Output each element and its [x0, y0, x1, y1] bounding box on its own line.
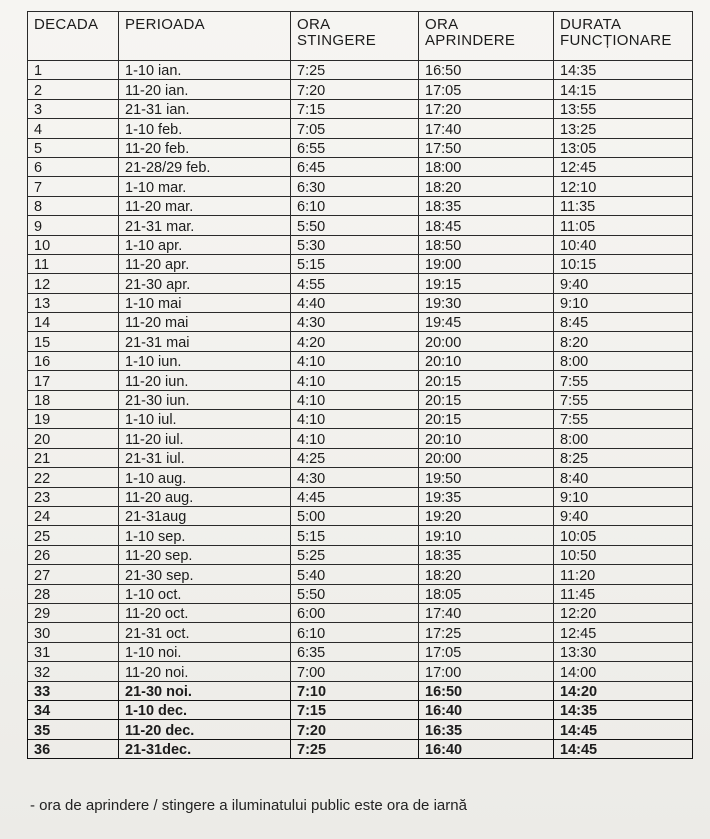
cell-ora-aprindere: 16:50 [419, 681, 554, 700]
table-row [28, 235, 693, 254]
table-row [28, 681, 693, 700]
cell-perioada: 1-10 iul. [119, 410, 291, 429]
cell-durata: 13:55 [554, 99, 693, 118]
cell-ora-stingere: 7:20 [291, 80, 419, 99]
cell-ora-stingere: 7:25 [291, 61, 419, 80]
table-row [28, 371, 693, 390]
cell-perioada: 11-20 oct. [119, 603, 291, 622]
cell-durata: 14:45 [554, 739, 693, 758]
cell-durata: 14:45 [554, 720, 693, 739]
cell-durata: 11:45 [554, 584, 693, 603]
cell-perioada: 21-31aug [119, 506, 291, 525]
cell-ora-aprindere: 18:20 [419, 177, 554, 196]
cell-ora-stingere: 5:50 [291, 216, 419, 235]
table-row [28, 254, 693, 273]
table-row [28, 138, 693, 157]
cell-ora-stingere: 5:15 [291, 526, 419, 545]
cell-durata: 14:35 [554, 61, 693, 80]
cell-durata: 8:20 [554, 332, 693, 351]
cell-durata: 10:05 [554, 526, 693, 545]
header-line: APRINDERE [425, 32, 516, 49]
cell-decada: 33 [28, 681, 119, 700]
cell-ora-stingere: 5:30 [291, 235, 419, 254]
cell-decada: 6 [28, 157, 119, 176]
header-line: DURATA [560, 16, 622, 33]
cell-decada: 13 [28, 293, 119, 312]
table-row [28, 506, 693, 525]
cell-ora-stingere: 6:45 [291, 157, 419, 176]
cell-durata: 14:00 [554, 662, 693, 681]
cell-perioada: 11-20 iun. [119, 371, 291, 390]
cell-perioada: 11-20 mar. [119, 196, 291, 215]
header-line: ORA [425, 16, 459, 33]
cell-ora-stingere: 7:20 [291, 720, 419, 739]
cell-durata: 8:25 [554, 448, 693, 467]
header-line: FUNCȚIONARE [560, 32, 672, 49]
header-line: PERIOADA [125, 16, 205, 33]
table-header [28, 12, 693, 61]
cell-durata: 10:40 [554, 235, 693, 254]
cell-ora-aprindere: 19:15 [419, 274, 554, 293]
header-row [28, 12, 693, 61]
table-row [28, 390, 693, 409]
header-line: ORA [297, 16, 331, 33]
cell-perioada: 21-30 iun. [119, 390, 291, 409]
cell-ora-stingere: 4:55 [291, 274, 419, 293]
cell-perioada: 1-10 aug. [119, 468, 291, 487]
cell-ora-aprindere: 19:30 [419, 293, 554, 312]
cell-perioada: 21-28/29 feb. [119, 157, 291, 176]
table-row [28, 700, 693, 719]
cell-decada: 34 [28, 700, 119, 719]
header-ora-stingere [291, 12, 419, 61]
cell-perioada: 21-30 sep. [119, 565, 291, 584]
cell-durata: 14:20 [554, 681, 693, 700]
footnote: - ora de aprindere / stingere a iluminatului public este ora de iarnă [30, 797, 467, 814]
cell-ora-aprindere: 17:40 [419, 119, 554, 138]
table-row [28, 429, 693, 448]
cell-ora-aprindere: 19:20 [419, 506, 554, 525]
cell-ora-aprindere: 17:05 [419, 80, 554, 99]
cell-durata: 10:15 [554, 254, 693, 273]
table-row [28, 177, 693, 196]
cell-ora-stingere: 6:35 [291, 642, 419, 661]
cell-ora-stingere: 6:55 [291, 138, 419, 157]
cell-perioada: 1-10 iun. [119, 351, 291, 370]
cell-decada: 29 [28, 603, 119, 622]
table-row [28, 157, 693, 176]
cell-decada: 10 [28, 235, 119, 254]
cell-durata: 11:05 [554, 216, 693, 235]
cell-decada: 16 [28, 351, 119, 370]
table-row [28, 642, 693, 661]
cell-ora-aprindere: 16:35 [419, 720, 554, 739]
cell-perioada: 11-20 iul. [119, 429, 291, 448]
header-perioada [119, 12, 291, 61]
cell-ora-aprindere: 20:10 [419, 429, 554, 448]
table-body [28, 61, 693, 759]
cell-ora-aprindere: 20:10 [419, 351, 554, 370]
cell-ora-stingere: 5:00 [291, 506, 419, 525]
cell-ora-aprindere: 19:50 [419, 468, 554, 487]
cell-perioada: 1-10 ian. [119, 61, 291, 80]
table-row [28, 332, 693, 351]
header-ora-aprindere [419, 12, 554, 61]
cell-perioada: 21-31 mar. [119, 216, 291, 235]
cell-perioada: 11-20 ian. [119, 80, 291, 99]
cell-ora-aprindere: 18:50 [419, 235, 554, 254]
cell-ora-stingere: 4:10 [291, 371, 419, 390]
header-durata-functionare [554, 12, 693, 61]
cell-ora-aprindere: 18:20 [419, 565, 554, 584]
cell-ora-stingere: 7:00 [291, 662, 419, 681]
cell-decada: 24 [28, 506, 119, 525]
cell-decada: 25 [28, 526, 119, 545]
cell-decada: 23 [28, 487, 119, 506]
cell-durata: 8:00 [554, 429, 693, 448]
cell-durata: 14:35 [554, 700, 693, 719]
cell-decada: 28 [28, 584, 119, 603]
cell-decada: 4 [28, 119, 119, 138]
cell-ora-stingere: 4:40 [291, 293, 419, 312]
cell-durata: 13:30 [554, 642, 693, 661]
cell-decada: 20 [28, 429, 119, 448]
cell-decada: 19 [28, 410, 119, 429]
table-row [28, 526, 693, 545]
table-row [28, 584, 693, 603]
lighting-schedule-table [27, 11, 693, 759]
cell-decada: 26 [28, 545, 119, 564]
cell-ora-aprindere: 17:05 [419, 642, 554, 661]
cell-ora-aprindere: 20:00 [419, 448, 554, 467]
table-row [28, 662, 693, 681]
cell-perioada: 11-20 sep. [119, 545, 291, 564]
cell-durata: 13:05 [554, 138, 693, 157]
cell-decada: 18 [28, 390, 119, 409]
cell-ora-aprindere: 16:40 [419, 739, 554, 758]
cell-ora-aprindere: 17:50 [419, 138, 554, 157]
table-row [28, 448, 693, 467]
cell-ora-aprindere: 18:35 [419, 545, 554, 564]
cell-durata: 7:55 [554, 410, 693, 429]
table-row [28, 216, 693, 235]
cell-durata: 11:35 [554, 196, 693, 215]
cell-decada: 15 [28, 332, 119, 351]
cell-ora-aprindere: 16:50 [419, 61, 554, 80]
cell-decada: 3 [28, 99, 119, 118]
cell-ora-stingere: 6:30 [291, 177, 419, 196]
cell-ora-aprindere: 18:45 [419, 216, 554, 235]
header-decada [28, 12, 119, 61]
cell-decada: 5 [28, 138, 119, 157]
cell-ora-stingere: 4:20 [291, 332, 419, 351]
cell-ora-stingere: 4:25 [291, 448, 419, 467]
cell-perioada: 1-10 oct. [119, 584, 291, 603]
cell-durata: 12:10 [554, 177, 693, 196]
cell-ora-aprindere: 17:40 [419, 603, 554, 622]
cell-ora-stingere: 4:10 [291, 351, 419, 370]
cell-ora-stingere: 4:30 [291, 313, 419, 332]
cell-decada: 35 [28, 720, 119, 739]
cell-ora-stingere: 6:10 [291, 196, 419, 215]
cell-durata: 8:40 [554, 468, 693, 487]
cell-perioada: 11-20 mai [119, 313, 291, 332]
table-row [28, 720, 693, 739]
cell-perioada: 21-31 ian. [119, 99, 291, 118]
cell-decada: 8 [28, 196, 119, 215]
table-row [28, 623, 693, 642]
cell-ora-stingere: 4:10 [291, 390, 419, 409]
cell-ora-aprindere: 18:00 [419, 157, 554, 176]
cell-durata: 12:20 [554, 603, 693, 622]
table-row [28, 61, 693, 80]
cell-ora-stingere: 6:00 [291, 603, 419, 622]
cell-ora-stingere: 5:15 [291, 254, 419, 273]
cell-decada: 14 [28, 313, 119, 332]
cell-ora-stingere: 7:15 [291, 99, 419, 118]
table-row [28, 603, 693, 622]
table-row [28, 80, 693, 99]
cell-ora-stingere: 4:45 [291, 487, 419, 506]
cell-ora-stingere: 7:25 [291, 739, 419, 758]
cell-ora-aprindere: 20:15 [419, 371, 554, 390]
header-line: DECADA [34, 16, 99, 33]
table-row [28, 99, 693, 118]
cell-ora-stingere: 7:05 [291, 119, 419, 138]
cell-perioada: 21-30 noi. [119, 681, 291, 700]
cell-ora-stingere: 7:10 [291, 681, 419, 700]
cell-durata: 8:00 [554, 351, 693, 370]
cell-decada: 2 [28, 80, 119, 99]
cell-decada: 11 [28, 254, 119, 273]
cell-perioada: 1-10 dec. [119, 700, 291, 719]
cell-ora-aprindere: 17:25 [419, 623, 554, 642]
cell-ora-stingere: 4:30 [291, 468, 419, 487]
cell-perioada: 1-10 noi. [119, 642, 291, 661]
table-row [28, 274, 693, 293]
cell-perioada: 1-10 mar. [119, 177, 291, 196]
cell-decada: 9 [28, 216, 119, 235]
cell-durata: 7:55 [554, 371, 693, 390]
cell-durata: 7:55 [554, 390, 693, 409]
cell-durata: 10:50 [554, 545, 693, 564]
cell-durata: 9:40 [554, 274, 693, 293]
cell-ora-aprindere: 20:00 [419, 332, 554, 351]
cell-ora-aprindere: 18:05 [419, 584, 554, 603]
cell-perioada: 21-31 oct. [119, 623, 291, 642]
cell-decada: 17 [28, 371, 119, 390]
table-row [28, 293, 693, 312]
cell-decada: 7 [28, 177, 119, 196]
table-row [28, 468, 693, 487]
cell-decada: 1 [28, 61, 119, 80]
cell-decada: 36 [28, 739, 119, 758]
cell-perioada: 1-10 apr. [119, 235, 291, 254]
cell-ora-aprindere: 16:40 [419, 700, 554, 719]
cell-decada: 22 [28, 468, 119, 487]
table-row [28, 119, 693, 138]
cell-perioada: 1-10 sep. [119, 526, 291, 545]
cell-perioada: 21-30 apr. [119, 274, 291, 293]
cell-perioada: 11-20 feb. [119, 138, 291, 157]
cell-perioada: 1-10 mai [119, 293, 291, 312]
table-row [28, 351, 693, 370]
table-row [28, 313, 693, 332]
cell-durata: 11:20 [554, 565, 693, 584]
cell-perioada: 11-20 apr. [119, 254, 291, 273]
cell-durata: 9:10 [554, 487, 693, 506]
cell-ora-stingere: 4:10 [291, 410, 419, 429]
cell-ora-stingere: 4:10 [291, 429, 419, 448]
cell-decada: 30 [28, 623, 119, 642]
cell-durata: 12:45 [554, 623, 693, 642]
cell-ora-stingere: 6:10 [291, 623, 419, 642]
cell-decada: 31 [28, 642, 119, 661]
cell-ora-aprindere: 19:10 [419, 526, 554, 545]
cell-durata: 14:15 [554, 80, 693, 99]
cell-ora-aprindere: 20:15 [419, 390, 554, 409]
cell-durata: 9:10 [554, 293, 693, 312]
cell-ora-stingere: 5:50 [291, 584, 419, 603]
cell-decada: 21 [28, 448, 119, 467]
cell-durata: 13:25 [554, 119, 693, 138]
cell-ora-stingere: 5:25 [291, 545, 419, 564]
cell-ora-stingere: 7:15 [291, 700, 419, 719]
table-row [28, 739, 693, 758]
cell-ora-aprindere: 17:20 [419, 99, 554, 118]
table-row [28, 565, 693, 584]
cell-durata: 8:45 [554, 313, 693, 332]
header-line: STINGERE [297, 32, 377, 49]
cell-ora-aprindere: 19:00 [419, 254, 554, 273]
cell-ora-stingere: 5:40 [291, 565, 419, 584]
table-row [28, 487, 693, 506]
table-row [28, 410, 693, 429]
table-row [28, 545, 693, 564]
cell-perioada: 11-20 aug. [119, 487, 291, 506]
cell-perioada: 21-31 iul. [119, 448, 291, 467]
cell-perioada: 11-20 dec. [119, 720, 291, 739]
cell-durata: 12:45 [554, 157, 693, 176]
cell-decada: 32 [28, 662, 119, 681]
cell-ora-aprindere: 17:00 [419, 662, 554, 681]
cell-decada: 27 [28, 565, 119, 584]
cell-perioada: 11-20 noi. [119, 662, 291, 681]
cell-ora-aprindere: 20:15 [419, 410, 554, 429]
cell-perioada: 21-31dec. [119, 739, 291, 758]
table-row [28, 196, 693, 215]
cell-decada: 12 [28, 274, 119, 293]
cell-perioada: 1-10 feb. [119, 119, 291, 138]
cell-perioada: 21-31 mai [119, 332, 291, 351]
cell-ora-aprindere: 19:35 [419, 487, 554, 506]
cell-ora-aprindere: 18:35 [419, 196, 554, 215]
cell-ora-aprindere: 19:45 [419, 313, 554, 332]
cell-durata: 9:40 [554, 506, 693, 525]
